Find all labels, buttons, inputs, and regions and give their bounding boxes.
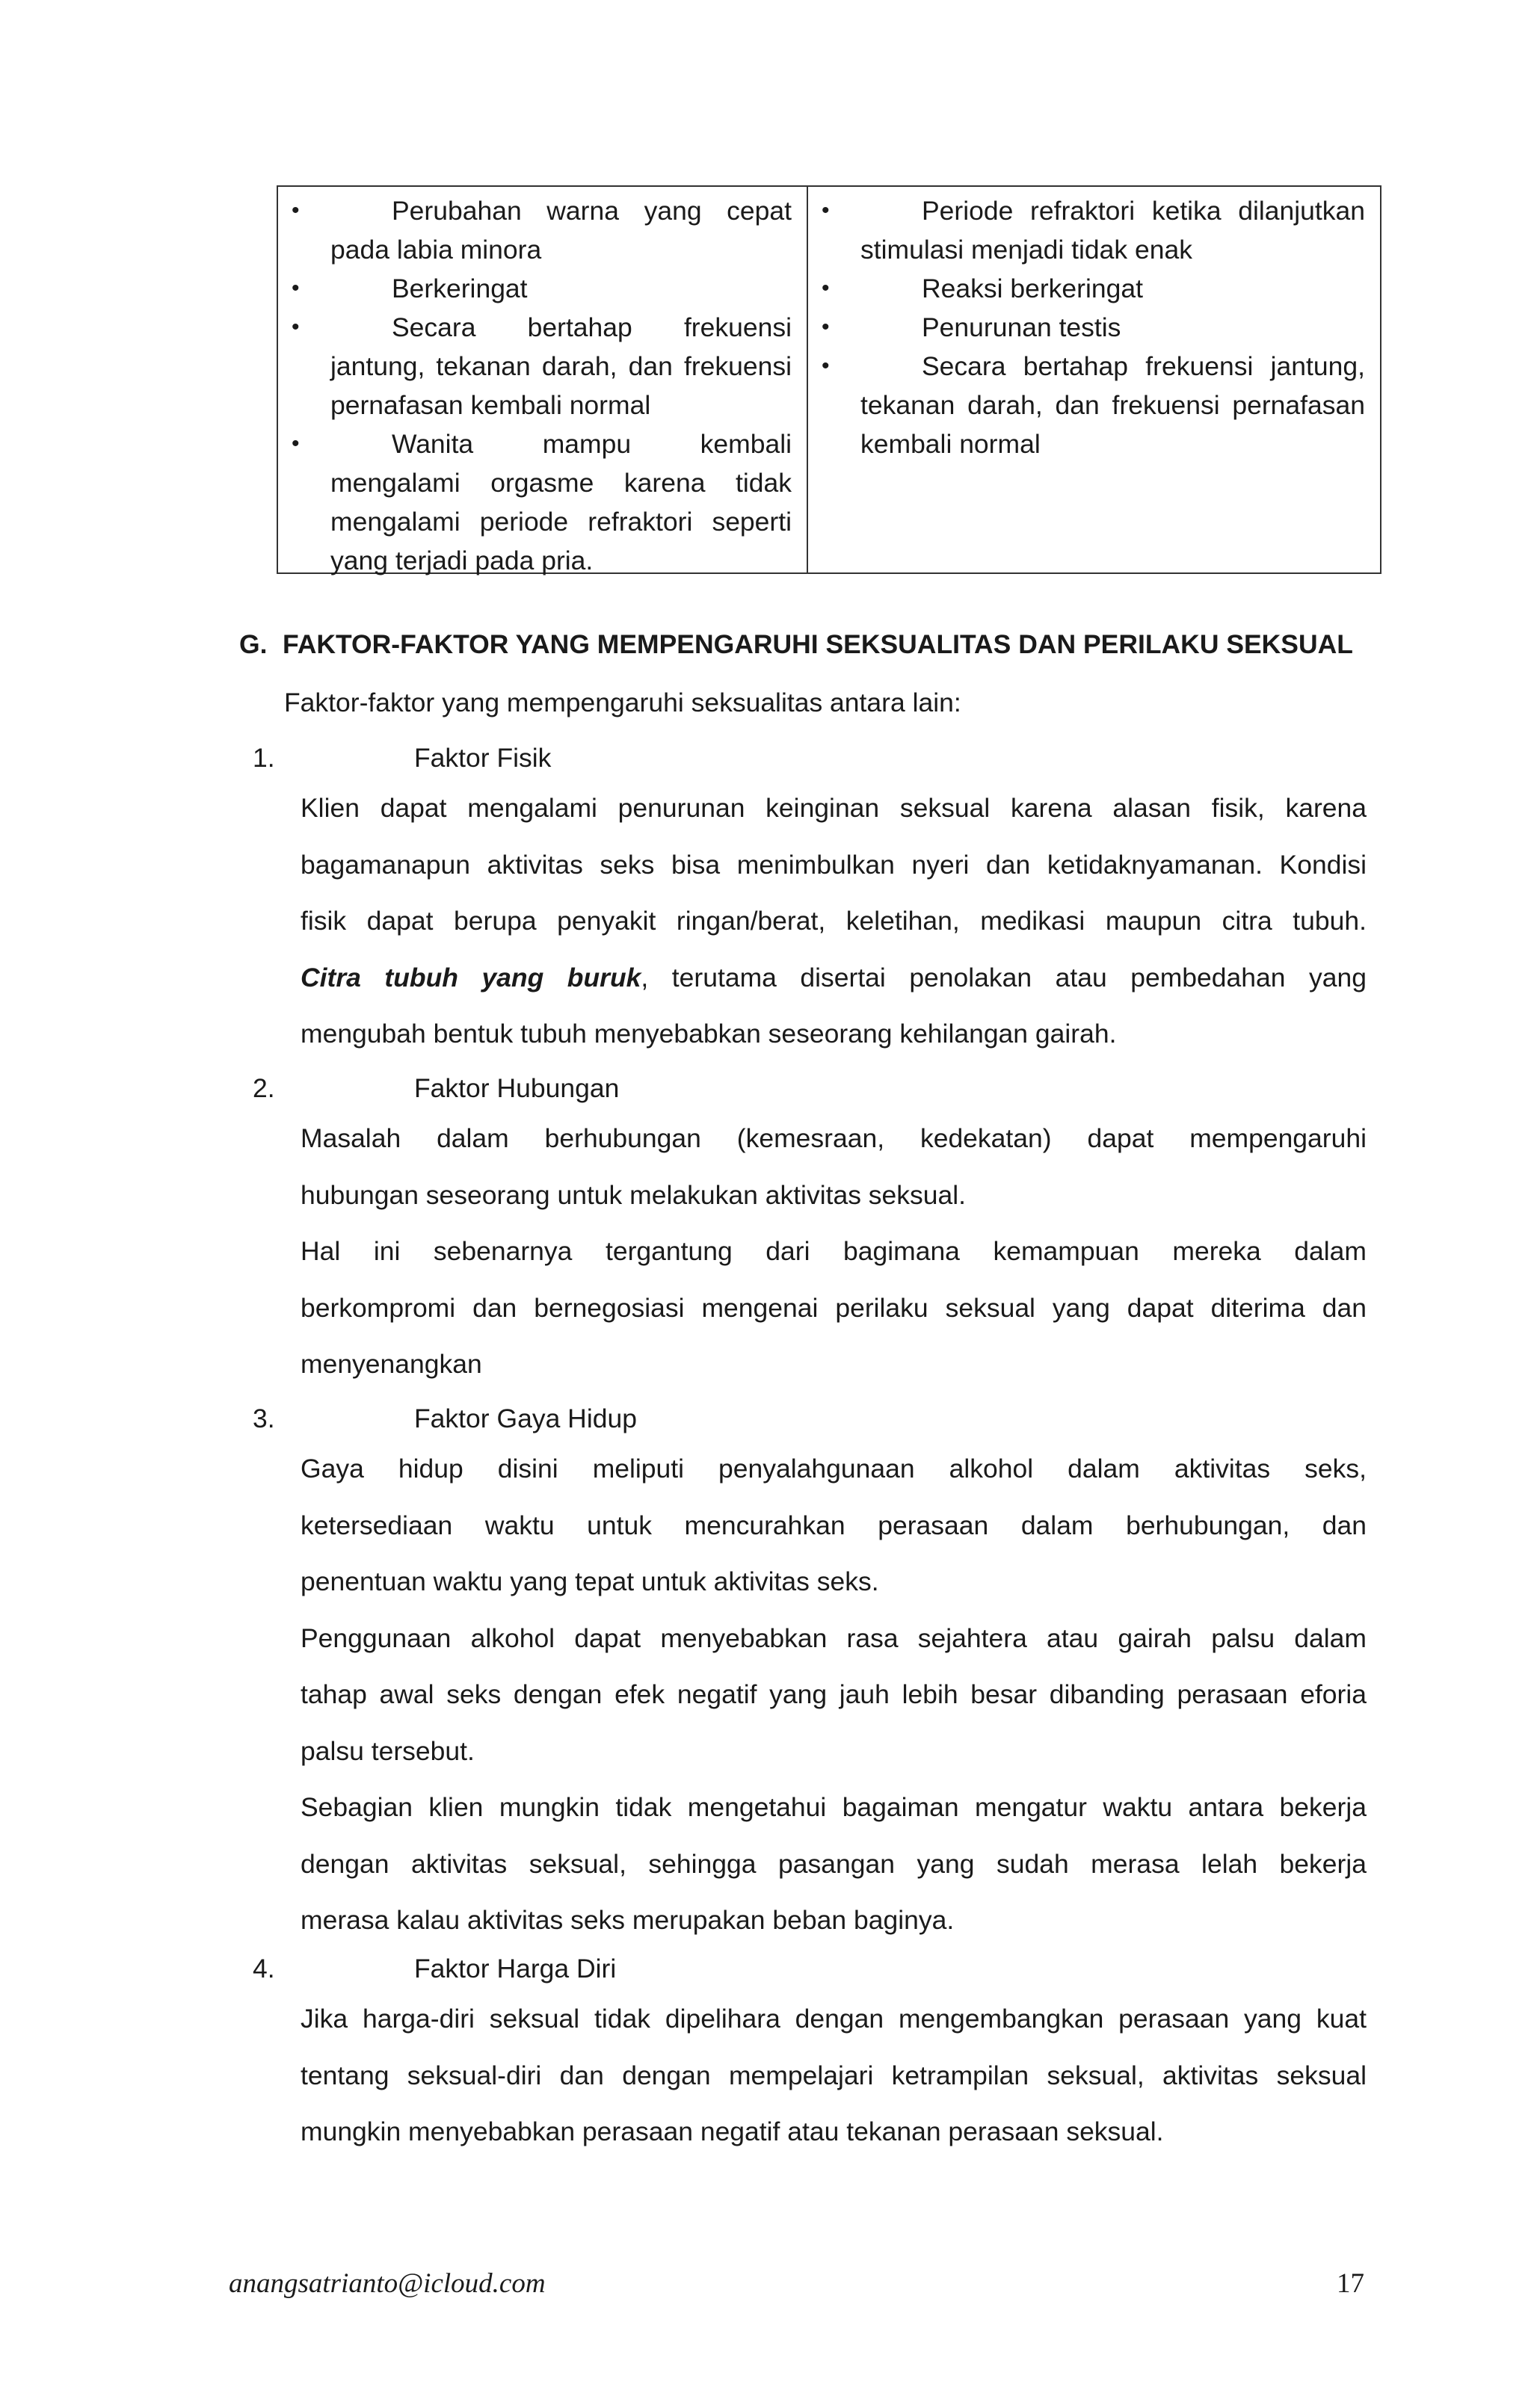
paragraph-line: berkompromi dan bernegosiasi mengenai perilaku seksual yang dapat diterima dan	[301, 1292, 1367, 1323]
section-title: FAKTOR-FAKTOR YANG MEMPENGARUHI SEKSUALITAS DAN PERILAKU SEKSUAL	[283, 629, 1353, 659]
paragraph-line: tentang seksual-diri dan dengan mempelajari ketrampilan seksual, aktivitas seksual	[301, 2060, 1367, 2090]
bullet-text: Secara bertahap frekuensi jantung, tekanan darah, dan frekuensi pernafasan kembali normal	[330, 312, 792, 420]
bullet-text: Berkeringat	[392, 274, 528, 303]
table-bullet-item	[287, 425, 792, 580]
factor-paragraph	[301, 1991, 1367, 2161]
section-heading	[239, 629, 1353, 660]
factor-label: Faktor Gaya Hidup	[414, 1404, 637, 1433]
bullet-text: Secara bertahap frekuensi jantung, tekanan darah, dan frekuensi pernafasan kembali normal	[860, 351, 1365, 459]
paragraph-line: hubungan seseorang untuk melakukan aktivitas seksual.	[301, 1179, 967, 1210]
paragraph-line: merasa kalau aktivitas seks merupakan beban baginya.	[301, 1905, 955, 1935]
bullet-icon: •	[292, 431, 300, 456]
bullet-icon: •	[292, 315, 300, 339]
bullet-text: Reaksi berkeringat	[922, 274, 1143, 303]
factor-number: 1.	[253, 743, 275, 773]
paragraph-line: mengubah bentuk tubuh menyebabkan seseorang kehilangan gairah.	[301, 1019, 1117, 1049]
paragraph-line: Klien dapat mengalami penurunan keinginan seksual karena alasan fisik, karena	[301, 793, 1367, 823]
factor-number: 2.	[253, 1073, 275, 1103]
bullet-text: Periode refraktori ketika dilanjutkan stimulasi menjadi tidak enak	[860, 196, 1365, 265]
factor-label: Faktor Harga Diri	[414, 1954, 617, 1983]
bullet-icon: •	[822, 276, 830, 300]
paragraph-line: dengan aktivitas seksual, sehingga pasangan yang sudah merasa lelah bekerja	[301, 1848, 1367, 1879]
paragraph-line: Hal ini sebenarnya tergantung dari bagimana kemampuan mereka dalam	[301, 1236, 1367, 1266]
paragraph-line: menyenangkan	[301, 1349, 482, 1379]
table-column-left	[278, 187, 808, 575]
paragraph-line: penentuan waktu yang tepat untuk aktivitas seks.	[301, 1566, 879, 1596]
section-letter: G.	[239, 629, 268, 659]
paragraph-line: Masalah dalam berhubungan (kemesraan, kedekatan) dapat mempengaruhi	[301, 1123, 1367, 1153]
bullet-text: Perubahan warna yang cepat pada labia minora	[330, 196, 792, 265]
table-column-right	[808, 187, 1380, 572]
table-bullet-item	[287, 308, 792, 425]
factor-paragraph	[301, 1223, 1367, 1393]
factor-label: Faktor Fisik	[414, 743, 552, 773]
bullet-icon: •	[292, 198, 300, 223]
bullet-icon: •	[822, 198, 830, 223]
paragraph-line: bagamanapun aktivitas seks bisa menimbulkan nyeri dan ketidaknyamanan. Kondisi	[301, 849, 1367, 880]
table-bullet-item	[817, 308, 1365, 347]
factor-paragraph	[301, 1611, 1367, 1780]
bullet-icon: •	[292, 276, 300, 300]
factor-paragraph	[301, 1441, 1367, 1611]
factor-number: 3.	[253, 1404, 275, 1433]
paragraph-line: Penggunaan alkohol dapat menyebabkan rasa sejahtera atau gairah palsu dalam	[301, 1623, 1367, 1653]
factor-number: 4.	[253, 1954, 275, 1983]
paragraph-line: mungkin menyebabkan perasaan negatif atau tekanan perasaan seksual.	[301, 2117, 1164, 2146]
table-bullet-item	[817, 347, 1365, 463]
paragraph-line: tahap awal seks dengan efek negatif yang jauh lebih besar dibanding perasaan eforia	[301, 1679, 1367, 1709]
paragraph-line: palsu tersebut.	[301, 1735, 475, 1766]
factor-paragraph	[301, 780, 1367, 1063]
table-bullet-item	[287, 191, 792, 269]
comparison-table	[277, 185, 1381, 574]
table-bullet-item	[817, 191, 1365, 269]
paragraph-line: Citra tubuh yang buruk, terutama disertai penolakan atau pembedahan yang	[301, 962, 1367, 992]
bullet-text: Wanita mampu kembali mengalami orgasme karena tidak mengalami periode refraktori seperti yang terjadi pada pria.	[330, 429, 792, 575]
footer-email: anangsatrianto@icloud.com	[229, 2268, 546, 2299]
table-bullet-item	[287, 269, 792, 308]
section-intro: Faktor-faktor yang mempengaruhi seksualitas antara lain:	[284, 688, 961, 717]
paragraph-line: ketersediaan waktu untuk mencurahkan perasaan dalam berhubungan, dan	[301, 1510, 1367, 1540]
factor-label: Faktor Hubungan	[414, 1073, 620, 1103]
paragraph-line: Jika harga-diri seksual tidak dipelihara dengan mengembangkan perasaan yang kuat	[301, 2004, 1367, 2034]
paragraph-line: Sebagian klien mungkin tidak mengetahui bagaiman mengatur waktu antara bekerja	[301, 1792, 1367, 1822]
factor-paragraph	[301, 1779, 1367, 1949]
paragraph-line: Gaya hidup disini meliputi penyalahgunaan alkohol dalam aktivitas seks,	[301, 1454, 1367, 1484]
bullet-text: Penurunan testis	[922, 312, 1121, 342]
bullet-icon: •	[822, 315, 830, 339]
emphasis-text: Citra tubuh yang buruk	[301, 962, 641, 992]
paragraph-line: fisik dapat berupa penyakit ringan/berat, keletihan, medikasi maupun citra tubuh.	[301, 906, 1367, 936]
factor-paragraph	[301, 1111, 1367, 1223]
table-bullet-item	[817, 269, 1365, 308]
bullet-icon: •	[822, 354, 830, 378]
page-number: 17	[1337, 2268, 1364, 2299]
